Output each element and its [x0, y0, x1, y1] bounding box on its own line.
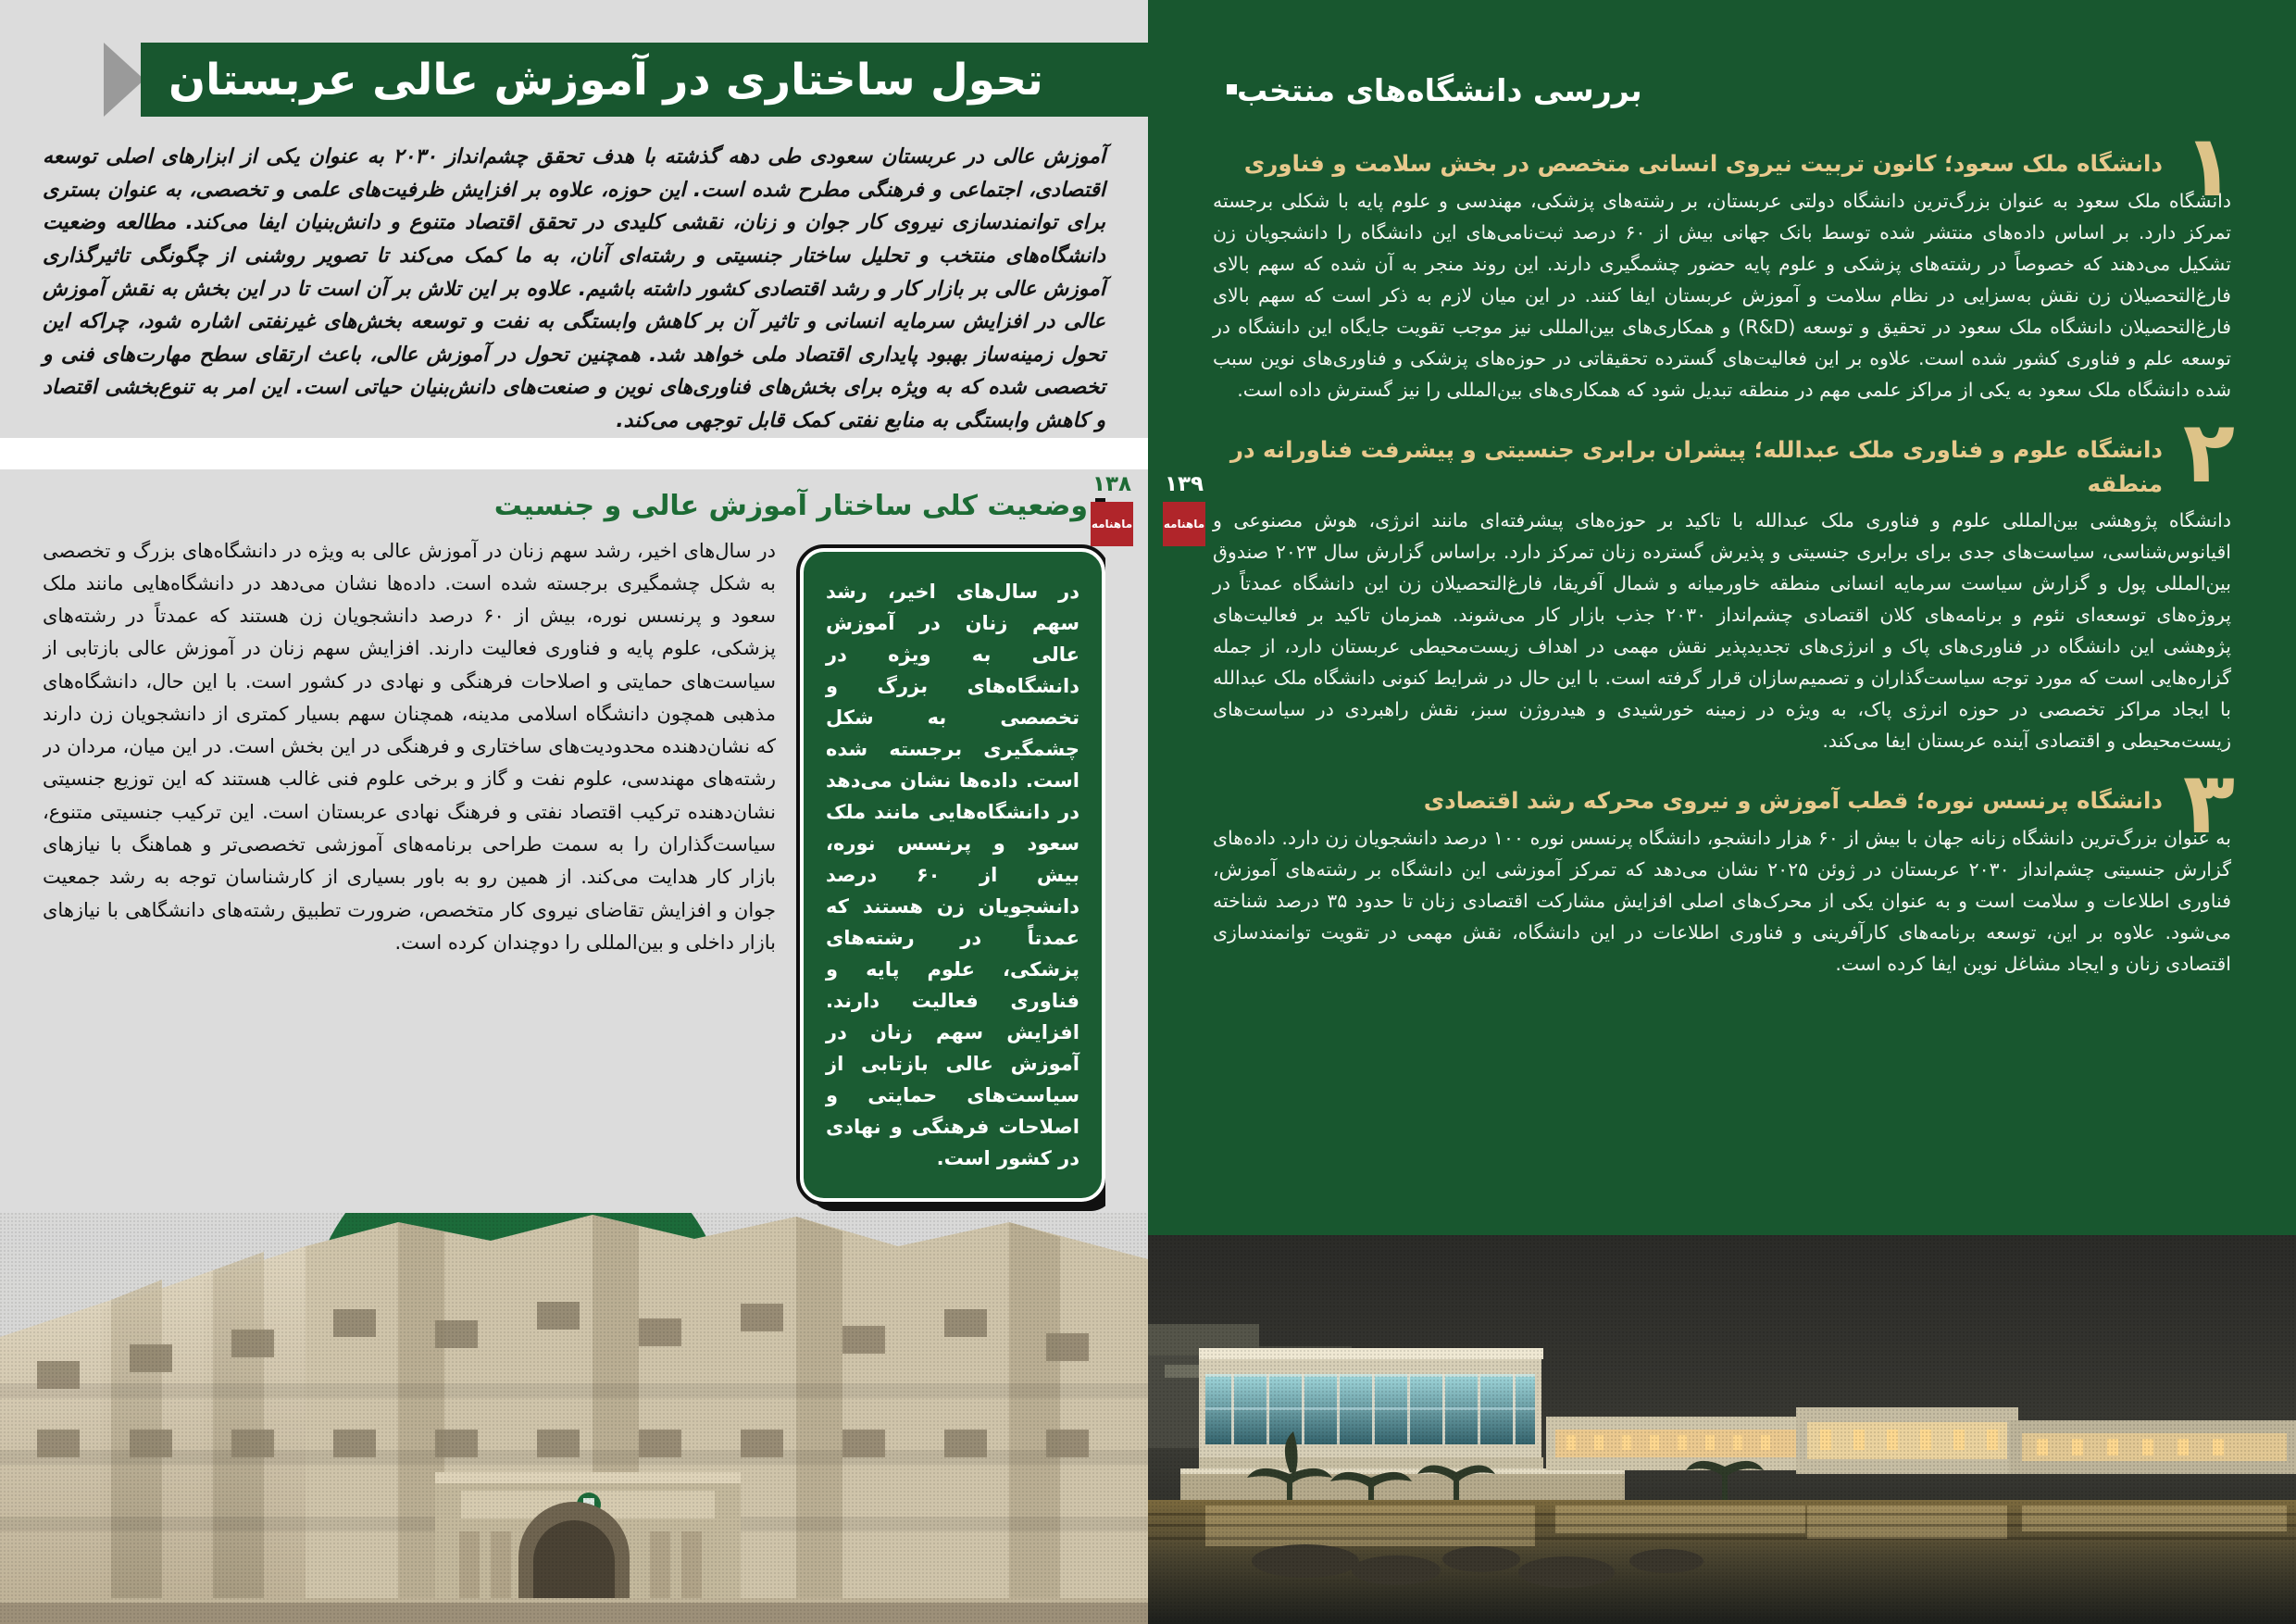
bullet-square-icon — [1227, 84, 1237, 94]
university-title-3: دانشگاه پرنسس نوره؛ قطب آموزش و نیروی محرکه رشد اقتصادی — [1423, 787, 2163, 815]
university-block-2 — [1213, 402, 2235, 757]
university-block-3 — [1213, 754, 2235, 980]
left-page-content — [1148, 0, 2296, 980]
university-block-1 — [1213, 117, 2235, 406]
left-page-number: ۱۳۹ — [1164, 472, 1204, 496]
article-intro-paragraph: آموزش عالی در عربستان سعودی طی دهه گذشته با هدف تحقق چشم‌انداز ۲۰۳۰ به عنوان یکی از ابزارهای اصلی توسعه اقتصادی، اجتماعی و فرهنگی مطرح شده است. این حوزه، علاوه بر افزایش ظرفیت‌های علمی و تخصصی، به عنوان بستری برای توانمندسازی نیروی کار جوان و زنان، نقشی کلیدی در تحقق اقتصاد متنوع و دانش‌بنیان ایفا می‌کند. مطالعه وضعیت دانشگاه‌های منتخب و تحلیل ساختار جنسیتی و رشته‌ای آنان، به ما کمک می‌کند تا تصویر روشنی از چگونگی تاثیرگذاری آموزش عالی بر بازار کار و رشد اقتصادی کشور داشته باشیم. علاوه بر این تلاش بر آن است تا در این بخش به نقش آموزش عالی در افزایش سرمایه انسانی و تاثیر آن بر کاهش وابستگی به نفت و توسعه بخش‌های غیرنفتی اشاره شود، چراکه این تحول زمینه‌ساز بهبود پایداری اقتصاد ملی خواهد شد. همچنین تحول در آموزش عالی، باعث ارتقای سطح مهارت‌های فنی و تخصصی شده که به ویژه برای بخش‌های فناوری‌های نوین و صنعت‌های دانش‌بنیان حیاتی است. این امر به تنوع‌بخشی اقتصاد و کاهش وابستگی به منابع نفتی کمک قابل توجهی می‌کند. — [43, 145, 1106, 432]
section-heading-text: وضعیت کلی ساختار آموزش عالی و جنسیت — [493, 489, 1088, 522]
section-text-flow — [43, 535, 1105, 1213]
right-page-content — [0, 43, 1148, 1213]
article-title: تحول ساختاری در آموزش عالی عربستان — [168, 54, 1043, 106]
section-gender-structure — [0, 469, 1148, 1213]
university-body-1: دانشگاه ملک سعود به عنوان بزرگ‌ترین دانشگاه دولتی عربستان، بر رشته‌های پزشکی، مهندسی و علوم پایه با شکلی برجسته تمرکز دارد. بر اساس داده‌های منتشر شده توسط بانک جهانی بیش از ۶۰ درصد ثبت‌نامی‌های این دانشگاه را دانشجویان زن تشکیل می‌دهند که خصوصاً در رشته‌های پزشکی و علوم پایه حضور چشمگیری دارند. این روند منجر به آن شده که سهم بالای فارغ‌التحصیلان زن نقش به‌سزایی در نظام سلامت و آموزش عربستان ایفا کنند. در این میان لازم به ذکر است که سهم بالای فارغ‌التحصیلان دانشگاه ملک سعود در تحقیق و توسعه (R&D) و همکاری‌های بین‌المللی نیز موجب تقویت جایگاه این دانشگاه در توسعه علم و فناوری کشور شده است. علاوه بر این فعالیت‌های گسترده تحقیقاتی در حوزه‌های پزشکی و فناوری‌های نوین سبب شده دانشگاه ملک سعود به یکی از مراکز علمی مهم در منطقه تبدیل شود که همکاری‌های بین‌المللی را نیز گسترش داده است. — [1213, 189, 2231, 401]
pullquote-wrapper — [800, 548, 1105, 1202]
night-campus-illustration — [1148, 1235, 2296, 1624]
banner-arrow-shape — [104, 43, 144, 117]
right-page-number-group — [1091, 472, 1133, 546]
left-page-number-group — [1163, 472, 1205, 546]
magazine-logo-badge-left: ماهنامه — [1163, 502, 1205, 546]
section-body-text: در سال‌های اخیر، رشد سهم زنان در آموزش عالی به ویژه در دانشگاه‌های بزرگ و تخصصی به شکل چشمگیری برجسته شده است. داده‌ها نشان می‌دهد در دانشگاه‌هایی مانند ملک سعود و پرنسس نوره، بیش از ۶۰ درصد دانشجویان زن هستند که عمدتاً در رشته‌های پزشکی، علوم پایه و فناوری فعالیت دارند. افزایش سهم زنان در آموزش عالی بازتابی از سیاست‌های حمایتی و اصلاحات فرهنگی و نهادی در کشور است. با این حال، دانشگاه‌های مذهبی همچون دانشگاه اسلامی مدینه، همچنان سهم بسیار کمتری از دانشجویان زن دارند که نشان‌دهنده محدودیت‌های ساختاری و فرهنگی در این بخش است. در این میان، مردان در رشته‌های مهندسی، علوم نفت و گاز و برخی علوم فنی غالب هستند که این توزیع جنسیتی نشان‌دهنده ترکیب اقتصاد نفتی و فرهنگ نهادی عربستان است. این ترکیب جنسیتی متنوع، سیاست‌گذاران را به سمت طراحی برنامه‌های آموزشی تخصصی‌تر و هماهنگ با نیازهای بازار کار هدایت می‌کند. از همین رو به باور بسیاری از کارشناسان توجه به رشد جمعیت جوان و افزایش تقاضای نیروی کار متخصص، ضرورت تطبیق رشته‌های دانشگاهی با نیازهای بازار داخلی و بین‌المللی را دوچندان کرده است. — [43, 539, 776, 954]
left-page-heading — [1213, 72, 2231, 108]
left-page-photo — [1148, 1235, 2296, 1624]
university-number-1: ۱ — [2182, 117, 2235, 216]
article-title-banner — [141, 43, 1148, 117]
university-title-1: دانشگاه ملک سعود؛ کانون تربیت نیروی انسانی متخصص در بخش سلامت و فناوری — [1243, 150, 2163, 177]
left-page — [1148, 0, 2296, 1624]
university-body-3: به عنوان بزرگ‌ترین دانشگاه زنانه جهان با بیش از ۶۰ هزار دانشجو، دانشگاه پرنسس نوره ۱۰۰ درصد دانشجویان زن دارد. داده‌های گزارش جنسیتی چشم‌انداز ۲۰۳۰ عربستان در ژوئن ۲۰۲۵ نشان می‌دهد که تمرکز آموزشی این دانشگاه بر رشته‌های آموزش، فناوری اطلاعات و سلامت است و به عنوان یکی از محرک‌های اصلی افزایش مشارکت اقتصادی زنان تا حدود ۳۵ درصد شناخته می‌شود. علاوه بر این، توسعه برنامه‌های کارآفرینی و فناوری اطلاعات در این دانشگاه، نقش مهمی در تقویت توانمندسازی اقتصادی زنان و ایجاد مشاغل نوین ایفا کرده است. — [1213, 827, 2231, 976]
right-page-number: ۱۳۸ — [1092, 472, 1132, 496]
pullquote-box: در سال‌های اخیر، رشد سهم زنان در آموزش عالی به ویژه در دانشگاه‌های بزرگ و تخصصی به شکل چشمگیری برجسته شده است. داده‌ها نشان می‌دهد در دانشگاه‌هایی مانند ملک سعود و پرنسس نوره، بیش از ۶۰ درصد دانشجویان زن هستند که عمدتاً در رشته‌های پزشکی، علوم پایه و فناوری فعالیت دارند. افزایش سهم زنان در آموزش عالی بازتابی از سیاست‌های حمایتی و اصلاحات فرهنگی و نهادی در کشور است. — [800, 548, 1105, 1202]
university-body-2: دانشگاه پژوهشی بین‌المللی علوم و فناوری ملک عبدالله با تاکید بر حوزه‌های پیشرفته‌ای مانند انرژی، هوش مصنوعی و اقیانوس‌شناسی، سیاست‌های جدی برای برابری جنسیتی و پذیرش گسترده زنان تمرکز دارد. براساس گزارش سال ۲۰۲۳ صندوق بین‌المللی پول و گزارش سیاست سرمایه انسانی منطقه خاورمیانه و شمال آفریقا، فارغ‌التحصیلان زن این دانشگاه عمدتاً در پروژه‌های توسعه‌ای نئوم و برنامه‌های کلان اقتصادی چشم‌انداز ۲۰۳۰ جذب بازار کار می‌شوند. همزمان تاکید بر فعالیت‌های پژوهشی این دانشگاه در فناوری‌های پاک و انرژی‌های تجدیدپذیر نقش مهمی در اهداف زیست‌محیطی عربستان دارد، از جمله گزاره‌هایی است که مورد توجه سیاست‌گذاران و تصمیم‌سازان قرار گرفته است. با این حال در شرایط کنونی دانشگاه ملک عبدالله با ایجاد مراکز تخصصی در حوزه انرژی پاک، به ویژه در زمینه خورشیدی و هیدروژن سبز، نقش راهبردی در سیاست‌های زیست‌محیطی و اقتصادی آینده عربستان ایفا می‌کند. — [1213, 509, 2231, 753]
title-banner-wrapper — [0, 43, 1148, 117]
left-heading-text: بررسی دانشگاه‌های منتخب — [1237, 72, 1642, 108]
university-number-3: ۳ — [2182, 754, 2235, 854]
university-number-2: ۲ — [2182, 402, 2235, 502]
magazine-logo-badge-right: ماهنامه — [1091, 502, 1133, 546]
section-heading — [43, 469, 1105, 535]
section-white-divider — [0, 438, 1148, 469]
university-title-2: دانشگاه علوم و فناوری ملک عبدالله؛ پیشران برابری جنسیتی و پیشرفت فناورانه در منطقه — [1229, 435, 2163, 497]
